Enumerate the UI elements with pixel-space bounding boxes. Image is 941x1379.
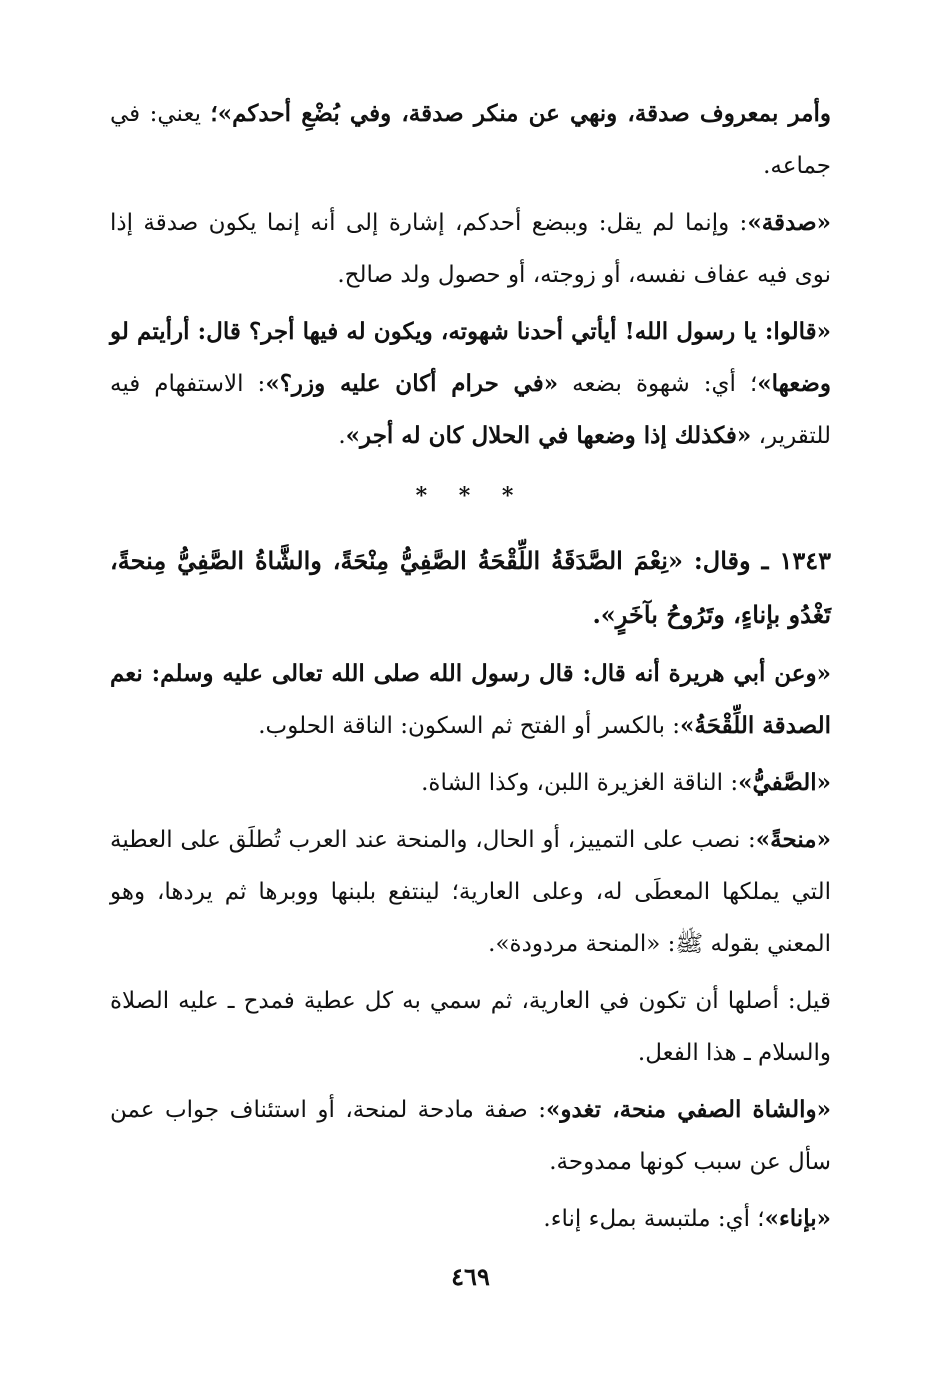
page-body bbox=[110, 88, 831, 1250]
plain-text: : صفة مادحة لمنحة، أو استئناف جواب عمن سأل عن سبب كونها ممدوحة. bbox=[110, 1097, 831, 1175]
bold-text: «فكذلك إذا وضعها في الحلال كان له أجر» bbox=[345, 422, 752, 449]
bold-text: «منحةً» bbox=[755, 826, 831, 853]
section-separator: * * * bbox=[415, 483, 526, 509]
plain-text: قيل: أصلها أن تكون في العارية، ثم سمي به كل عطية فمدح ـ عليه الصلاة والسلام ـ هذا الفعل. bbox=[110, 988, 831, 1066]
hadith-text: ١٣٤٣ ـ وقال: «نِعْمَ الصَّدَقَةُ اللِّقْحَةُ الصَّفِيُّ مِنْحَةً، والشَّاةُ الصَّفِيُّ مِنحةً، تَغْدُو بإناءٍ، وتَرُوحُ بآخَرٍ». bbox=[110, 546, 831, 629]
plain-text: ؛ أي: ملتبسة بملء إناء. bbox=[543, 1206, 765, 1232]
paragraph bbox=[110, 1084, 831, 1188]
paragraph bbox=[110, 814, 831, 970]
bold-text: «والشاة الصفي منحة، تغدو» bbox=[545, 1096, 831, 1123]
plain-text: . bbox=[338, 423, 346, 449]
plain-text: : بالكسر أو الفتح ثم السكون: الناقة الحلوب. bbox=[258, 713, 681, 739]
paragraph bbox=[110, 975, 831, 1079]
plain-text: : الناقة الغزيرة اللبن، وكذا الشاة. bbox=[421, 770, 739, 796]
bold-text: وأمر بمعروف صدقة، ونهي عن منكر صدقة، وفي بُضْعِ أحدكم»؛ bbox=[210, 100, 831, 127]
paragraph bbox=[110, 306, 831, 462]
paragraph bbox=[110, 88, 831, 192]
bold-text: «وعن أبي هريرة أنه قال: قال رسول الله صلى الله تعالى عليه وسلم: نعم الصدقة اللِّقْحَةُ» bbox=[110, 660, 831, 739]
paragraph bbox=[110, 648, 831, 752]
page-number: ٤٦٩ bbox=[451, 1262, 490, 1291]
bold-text: «قالوا: يا رسول الله! أيأتي أحدنا شهوته، ويكون له فيها أجر؟ قال: أرأيتم لو وضعها» bbox=[110, 318, 832, 397]
bold-text: «الصَّفيُّ» bbox=[738, 769, 831, 796]
plain-text: : نصب على التمييز، أو الحال، والمنحة عند العرب تُطلَق على العطية التي يملكها المعطَى له، وعلى العارية؛ لينتفع بلبنها ووبرها ثم يردها، وهو المعني بقوله ﷺ: «المنحة مردودة». bbox=[110, 827, 831, 957]
plain-text: يعني: في جماعه. bbox=[110, 101, 831, 179]
plain-text: : وإنما لم يقل: وببضع أحدكم، إشارة إلى أنه إنما يكون صدقة إذا نوى فيه عفاف نفسه، أو زوجته، أو حصول ولد صالح. bbox=[110, 210, 831, 288]
paragraph bbox=[110, 197, 831, 301]
plain-text: ؛ أي: شهوة بضعه bbox=[558, 371, 758, 397]
paragraph bbox=[110, 1193, 831, 1245]
bold-text: «صدقة» bbox=[747, 209, 831, 236]
bold-text: «في حرام أكان عليه وزر؟» bbox=[265, 370, 559, 397]
bold-text: «بإناء» bbox=[764, 1205, 831, 1232]
paragraph bbox=[110, 757, 831, 809]
plain-text: : الاستفهام فيه للتقرير، bbox=[110, 371, 831, 449]
